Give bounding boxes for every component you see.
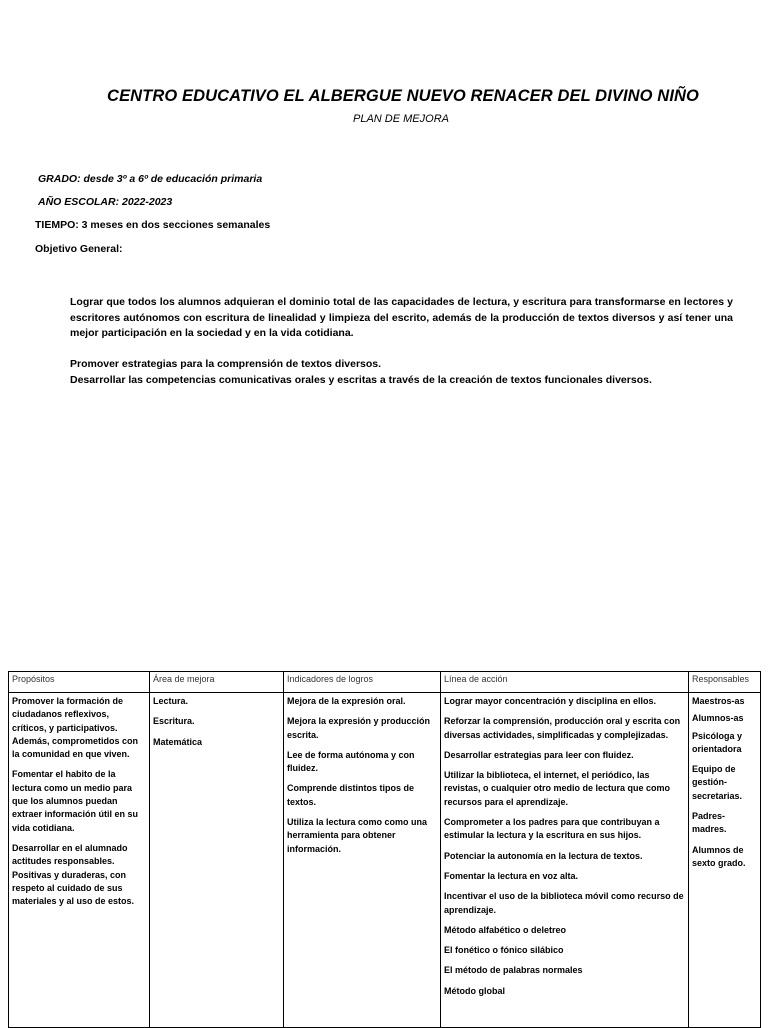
linea-item: Fomentar la lectura en voz alta. bbox=[444, 870, 579, 881]
indicador-item: Comprende distintos tipos de textos. bbox=[287, 783, 415, 807]
proposito-item: Desarrollar en el alumnado actitudes responsables. Positivas y duraderas, con respeto al cuidado de sus materiales y al uso de estos. bbox=[12, 842, 135, 907]
tiempo-line: TIEMPO: 3 meses en dos secciones semanales bbox=[35, 219, 271, 231]
responsable-item: Alumnos-as bbox=[692, 713, 744, 724]
linea-item: Método alfabético o deletreo bbox=[444, 924, 567, 935]
responsable-item: Equipo de gestión-secretarias. bbox=[692, 764, 743, 801]
linea-item: Desarrollar estrategias para leer con fluidez. bbox=[444, 749, 634, 760]
objetivo-label: Objetivo General: bbox=[35, 243, 123, 255]
objetivo-paragraph: Lograr que todos los alumnos adquieran el dominio total de las capacidades de lectura, y escritura para transformarse en lectores y escritores autónomos con escritura de linealidad y limpieza del escrito, además de la producción de textos diversos y así tener una mejor participación en la sociedad y en la vida cotidiana. bbox=[70, 296, 733, 339]
proposito-item: Fomentar el habito de la lectura como un medio para que los alumnos puedan extraer información útil en su vida cotidiana. bbox=[12, 769, 139, 833]
indicador-item: Lee de forma autónoma y con fluidez. bbox=[287, 749, 415, 774]
header-responsables: Responsables bbox=[689, 672, 761, 693]
linea-item: El método de palabras normales bbox=[444, 965, 583, 976]
responsable-item: Alumnos de sexto grado. bbox=[692, 844, 746, 868]
linea-item: Potenciar la autonomía en la lectura de textos. bbox=[444, 850, 643, 861]
indicadores-cell bbox=[284, 693, 441, 1028]
table-row bbox=[9, 693, 761, 1028]
area-item: Lectura. bbox=[153, 696, 189, 706]
area-item: Matemática bbox=[153, 736, 203, 747]
indicador-item: Mejora la expresión y producción escrita. bbox=[287, 716, 431, 740]
linea-item: Método global bbox=[444, 985, 505, 996]
document-subtitle: PLAN DE MEJORA bbox=[353, 113, 449, 125]
plan-table bbox=[8, 671, 761, 1028]
header-linea: Línea de acción bbox=[441, 672, 689, 693]
linea-item: Reforzar la comprensión, producción oral y escrita con diversas actividades, simplificadas y complejizadas. bbox=[444, 716, 681, 740]
area-item: Escritura. bbox=[153, 716, 195, 727]
document-title: CENTRO EDUCATIVO EL ALBERGUE NUEVO RENACER DEL DIVINO NIÑO bbox=[107, 87, 699, 105]
linea-item: Comprometer a los padres para que contribuyan a estimular la lectura y la escritura en sus hijos. bbox=[444, 817, 660, 841]
propositos-cell bbox=[9, 693, 150, 1028]
estrategias-line-1: Promover estrategias para la comprensión de textos diversos. bbox=[70, 358, 382, 370]
header-propositos: Propósitos bbox=[9, 672, 150, 693]
lineas-cell bbox=[441, 693, 689, 1028]
linea-item: Utilizar la biblioteca, el internet, el periódico, las revistas, o cualquier otro medio de lectura que como recursos para el aprendizaje. bbox=[444, 770, 671, 807]
grado-line: GRADO: desde 3º a 6º de educación primaria bbox=[38, 173, 263, 185]
header-area: Área de mejora bbox=[150, 672, 284, 693]
linea-item: Lograr mayor concentración y disciplina en ellos. bbox=[444, 696, 657, 706]
responsable-item: Padres-madres. bbox=[692, 811, 727, 835]
table-header-row bbox=[9, 672, 761, 693]
header-indicadores: Indicadores de logros bbox=[284, 672, 441, 693]
indicador-item: Utiliza la lectura como como una herramienta para obtener información. bbox=[287, 817, 428, 854]
anio-escolar-line: AÑO ESCOLAR: 2022-2023 bbox=[38, 196, 173, 208]
responsables-cell bbox=[689, 693, 761, 1028]
estrategias-paragraph bbox=[70, 357, 733, 388]
linea-item: El fonético o fónico silábico bbox=[444, 945, 564, 956]
responsable-item: Maestros-as bbox=[692, 696, 745, 706]
responsable-item: Psicóloga y orientadora bbox=[692, 730, 743, 754]
linea-item: Incentivar el uso de la biblioteca móvil como recurso de aprendizaje. bbox=[444, 891, 684, 915]
proposito-item: Promover la formación de ciudadanos reflexivos, críticos, y participativos. Además, comprometidos con la comunidad en que viven. bbox=[12, 696, 139, 760]
indicador-item: Mejora de la expresión oral. bbox=[287, 696, 406, 706]
areas-cell bbox=[150, 693, 284, 1028]
estrategias-line-2: Desarrollar las competencias comunicativas orales y escritas a través de la creación de textos funcionales diversos. bbox=[70, 373, 652, 386]
